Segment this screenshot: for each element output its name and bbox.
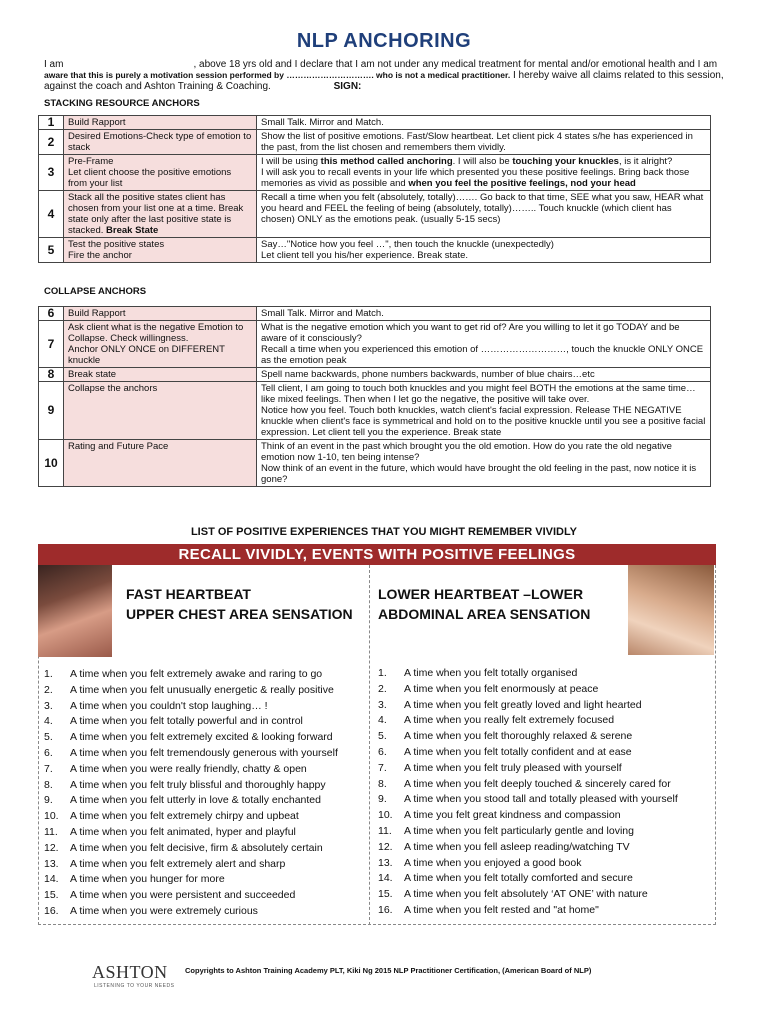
left-heading-line2: UPPER CHEST AREA SENSATION <box>126 606 353 622</box>
step-description <box>257 382 711 440</box>
desc-line: Let client tell you his/her experience. Break state. <box>261 250 469 261</box>
step-action-text: Stack all the positive states client has chosen from your list one at a time. Break state only after the last positive state is stacked. <box>68 192 244 236</box>
list-item <box>44 793 338 809</box>
step-action: Collapse the anchors <box>64 382 257 440</box>
excited-woman-photo <box>38 565 112 657</box>
list-item-number: 15. <box>378 888 393 901</box>
list-item-number: 9. <box>378 793 387 806</box>
list-item <box>44 841 338 857</box>
list-item-text: A time you felt great kindness and compassion <box>404 809 621 822</box>
right-column-heading <box>378 584 590 624</box>
table-row <box>39 321 711 368</box>
list-item-text: A time when you felt tremendously generous with yourself <box>70 746 338 759</box>
list-item <box>44 762 338 778</box>
step-description: Small Talk. Mirror and Match. <box>257 307 711 321</box>
list-item <box>378 713 678 729</box>
table-row <box>39 155 711 191</box>
table-row <box>39 238 711 263</box>
desc-line: Tell client, I am going to touch both knuckles and you might feel BOTH the emotions at the same time…like mixed feelings. Then when I let go the negative, the positive will take over. <box>261 383 696 405</box>
table-row <box>39 368 711 382</box>
step-action: Build Rapport <box>64 116 257 130</box>
list-item-text: A time when you fell asleep reading/watching TV <box>404 840 630 853</box>
right-heading-line2: ABDOMINAL AREA SENSATION <box>378 606 591 622</box>
declaration-part2: , above 18 yrs old and I declare that I am not under any medical treatment for mental and/or emotional health and I am <box>193 59 718 70</box>
list-item <box>378 682 678 698</box>
step-action-bold: Break State <box>106 225 159 236</box>
desc-text: I will ask you to recall events in your life which presented you these positive feelings. Bring back those memories as vivid as possible and <box>261 167 690 189</box>
list-item-number: 15. <box>44 889 59 902</box>
logo-tagline: LISTENING TO YOUR NEEDS <box>94 983 175 989</box>
list-item-text: A time when you felt utterly in love & totally enchanted <box>70 794 321 807</box>
list-item-text: A time when you were persistent and succeeded <box>70 889 296 902</box>
list-item <box>378 840 678 856</box>
recall-banner: RECALL VIVIDLY, EVENTS WITH POSITIVE FEELINGS <box>38 544 716 565</box>
step-number: 3 <box>39 155 64 191</box>
list-item-text: A time when you hunger for more <box>70 873 225 886</box>
step-description <box>257 238 711 263</box>
step-description <box>257 321 711 368</box>
list-item <box>378 887 678 903</box>
list-item <box>44 778 338 794</box>
step-number: 1 <box>39 116 64 130</box>
list-item-text: A time when you felt enormously at peace <box>404 682 599 695</box>
list-item-text: A time when you felt animated, hyper and playful <box>70 825 296 838</box>
list-item-number: 6. <box>44 746 53 759</box>
desc-line: Say…"Notice how you feel …", then touch the knuckle (unexpectedly) <box>261 239 554 250</box>
list-item-number: 3. <box>44 699 53 712</box>
list-item-text: A time when you felt extremely chirpy and upbeat <box>70 810 299 823</box>
list-item <box>378 808 678 824</box>
list-item-number: 12. <box>44 841 59 854</box>
step-action: Build Rapport <box>64 307 257 321</box>
list-item <box>44 683 338 699</box>
list-item-text: A time when you were really friendly, chatty & open <box>70 762 307 775</box>
declaration-part1: I am <box>44 59 64 70</box>
list-item-number: 11. <box>378 824 392 837</box>
list-item <box>378 729 678 745</box>
step-description <box>257 155 711 191</box>
step-action-line: Test the positive states <box>68 239 165 250</box>
list-item <box>378 666 678 682</box>
list-item-number: 13. <box>378 856 393 869</box>
table-row <box>39 191 711 238</box>
step-description: Recall a time when you felt (absolutely, totally)……. Go back to that time, SEE what you saw, HEAR what you heard and FEEL the feeling of being (absolutely, totally)…….. Touch knuckle (which client has chosen) ONLY as the emotions peak. (usually 5-15 secs) <box>257 191 711 238</box>
list-item-text: A time when you felt totally comforted and secure <box>404 872 633 885</box>
list-item-number: 8. <box>44 778 53 791</box>
list-item <box>44 857 338 873</box>
step-number: 10 <box>39 440 64 487</box>
list-item-number: 11. <box>44 825 58 838</box>
list-item-number: 2. <box>378 682 387 695</box>
list-item-text: A time when you felt extremely excited & looking forward <box>70 731 333 744</box>
list-item-number: 3. <box>378 698 387 711</box>
list-item-number: 1. <box>378 667 387 679</box>
lower-heartbeat-list <box>378 666 678 919</box>
list-item-text: A time when you couldn't stop laughing… ! <box>70 699 268 712</box>
list-item-text: A time when you felt truly pleased with yourself <box>404 761 622 774</box>
list-heading: LIST OF POSITIVE EXPERIENCES THAT YOU MIGHT REMEMBER VIVIDLY <box>190 526 578 538</box>
list-item-text: A time when you felt totally powerful and in control <box>70 715 303 728</box>
list-item <box>44 667 338 683</box>
stacking-table <box>38 115 711 263</box>
step-action <box>64 321 257 368</box>
step-action: Break state <box>64 368 257 382</box>
list-item <box>378 824 678 840</box>
list-item <box>378 698 678 714</box>
step-number: 8 <box>39 368 64 382</box>
list-item <box>44 714 338 730</box>
step-number: 4 <box>39 191 64 238</box>
list-item <box>378 871 678 887</box>
step-number: 6 <box>39 307 64 321</box>
list-item <box>44 699 338 715</box>
step-action <box>64 155 257 191</box>
list-item-number: 12. <box>378 840 393 853</box>
table-row <box>39 307 711 321</box>
list-item-text: A time when you felt rested and "at home" <box>404 903 599 916</box>
list-item-number: 13. <box>44 857 59 870</box>
list-item-number: 1. <box>44 668 53 680</box>
desc-line: What is the negative emotion which you want to get rid of? Are you willing to let it go TODAY and be aware of it consciously? <box>261 322 680 344</box>
list-item-number: 10. <box>44 810 59 823</box>
step-action <box>64 238 257 263</box>
desc-line: Think of an event in the past which brought you the old emotion. How do you rate the old negative emotion now 1-10, ten being intense? <box>261 441 672 463</box>
desc-line: Recall a time when you experienced this emotion of ………………………, touch the knuckle ONLY ONCE as the emotion peak <box>261 344 704 366</box>
desc-bold: touching your knuckles <box>512 156 619 167</box>
list-item-number: 8. <box>378 777 387 790</box>
step-action-line: Let client choose the positive emotions from your list <box>68 167 232 189</box>
step-action: Rating and Future Pace <box>64 440 257 487</box>
list-item-text: A time when you felt particularly gentle and loving <box>404 824 634 837</box>
list-item <box>44 825 338 841</box>
list-item-number: 10. <box>378 809 393 822</box>
step-action-line: Pre-Frame <box>68 156 114 167</box>
desc-line: Notice how you feel. Touch both knuckles, watch client's facial expression. Release THE NEGATIVE knuckle when client's face is symmetrical and hold on to the positive knuckle until you see a positive facial expression. Let client tell you the experience. Break state <box>261 405 706 438</box>
list-item-text: A time when you felt extremely awake and raring to go <box>70 668 323 680</box>
list-item-number: 7. <box>44 762 53 775</box>
list-item <box>44 746 338 762</box>
list-item-text: A time when you felt totally organised <box>404 667 578 679</box>
list-item-number: 14. <box>378 872 393 885</box>
list-item-text: A time when you felt deeply touched & sincerely cared for <box>404 777 671 790</box>
step-description <box>257 440 711 487</box>
ashton-logo: ASHTON <box>92 962 168 982</box>
list-item <box>378 761 678 777</box>
list-item-number: 5. <box>44 731 53 744</box>
fast-heartbeat-list <box>44 667 338 920</box>
copyright-text: Copyrights to Ashton Training Academy PLT, Kiki Ng 2015 NLP Practitioner Certification, (American Board of NLP) <box>185 966 592 975</box>
column-divider <box>369 565 370 925</box>
left-heading-line1: FAST HEARTBEAT <box>126 586 251 602</box>
list-item-text: A time when you were extremely curious <box>70 904 258 917</box>
list-item-number: 16. <box>378 903 393 916</box>
declaration <box>44 59 724 92</box>
list-item <box>44 904 338 920</box>
list-item-number: 2. <box>44 683 53 696</box>
table-row <box>39 440 711 487</box>
step-number: 5 <box>39 238 64 263</box>
list-item <box>44 730 338 746</box>
list-item-number: 6. <box>378 745 387 758</box>
list-item <box>378 792 678 808</box>
step-action: Desired Emotions-Check type of emotion to stack <box>64 130 257 155</box>
collapse-table <box>38 306 711 487</box>
list-item-text: A time when you felt unusually energetic & really positive <box>70 683 334 696</box>
step-number: 7 <box>39 321 64 368</box>
step-description: Spell name backwards, phone numbers backwards, number of blue chairs…etc <box>257 368 711 382</box>
list-item-text: A time when you felt absolutely ‘AT ONE’ with nature <box>404 888 648 901</box>
list-item-text: A time when you felt decisive, firm & absolutely certain <box>70 841 323 854</box>
relaxed-woman-photo <box>628 565 714 655</box>
step-action-line: Fire the anchor <box>68 250 132 261</box>
stacking-section-title: STACKING RESOURCE ANCHORS <box>44 98 200 109</box>
desc-bold: when you feel the positive feelings, nod your head <box>408 178 636 189</box>
declaration-part3: aware that this is purely a motivation session performed by …………………………. who is not a medical practitioner. <box>44 70 511 80</box>
list-item <box>44 888 338 904</box>
step-action-line: Ask client what is the negative Emotion to Collapse. Check willingness. <box>68 322 244 344</box>
list-item-text: A time when you felt truly blissful and thoroughly happy <box>70 778 326 791</box>
desc-text: , is it alright? <box>618 156 673 167</box>
list-item <box>378 745 678 761</box>
list-item-text: A time when you felt greatly loved and light hearted <box>404 698 642 711</box>
step-description: Small Talk. Mirror and Match. <box>257 116 711 130</box>
list-item-number: 9. <box>44 794 53 807</box>
list-item <box>378 903 678 919</box>
desc-line: Now think of an event in the future, which would have brought the old feeling in the past, now notice it is gone? <box>261 463 697 485</box>
list-item-text: A time when you really felt extremely focused <box>404 714 615 727</box>
list-item-number: 4. <box>378 714 387 727</box>
list-item-text: A time when you stood tall and totally pleased with yourself <box>404 793 678 806</box>
list-item <box>44 872 338 888</box>
list-item <box>378 856 678 872</box>
right-heading-line1: LOWER HEARTBEAT –LOWER <box>378 586 584 602</box>
step-number: 2 <box>39 130 64 155</box>
list-item-text: A time when you felt totally confident and at ease <box>404 745 632 758</box>
page-title: NLP ANCHORING <box>296 30 472 52</box>
table-row <box>39 116 711 130</box>
list-item <box>44 809 338 825</box>
list-item <box>378 777 678 793</box>
desc-text: . I will also be <box>452 156 513 167</box>
list-item-number: 5. <box>378 730 387 743</box>
sign-label: SIGN: <box>333 81 362 92</box>
table-row <box>39 382 711 440</box>
step-number: 9 <box>39 382 64 440</box>
collapse-section-title: COLLAPSE ANCHORS <box>44 286 147 297</box>
list-item-text: A time when you felt extremely alert and sharp <box>70 857 286 870</box>
list-item-number: 4. <box>44 715 53 728</box>
list-item-number: 16. <box>44 904 59 917</box>
step-action-line: Anchor ONLY ONCE on DIFFERENT knuckle <box>68 344 225 366</box>
list-item-text: A time when you enjoyed a good book <box>404 856 582 869</box>
desc-text: I will be using <box>261 156 321 167</box>
declaration-part4: I hereby waive all claims related to this session, against the coach and Ashton Training & Coaching. <box>44 70 724 92</box>
list-item-text: A time when you felt thoroughly relaxed & serene <box>404 730 633 743</box>
table-row <box>39 130 711 155</box>
desc-bold: this method called anchoring <box>320 156 453 167</box>
left-column-heading <box>126 584 353 624</box>
step-action <box>64 191 257 238</box>
list-item-number: 7. <box>378 761 387 774</box>
step-description: Show the list of positive emotions. Fast/Slow heartbeat. Let client pick 4 states s/he has experienced in the past, from the list chosen and remembers them vividly. <box>257 130 711 155</box>
list-item-number: 14. <box>44 873 59 886</box>
